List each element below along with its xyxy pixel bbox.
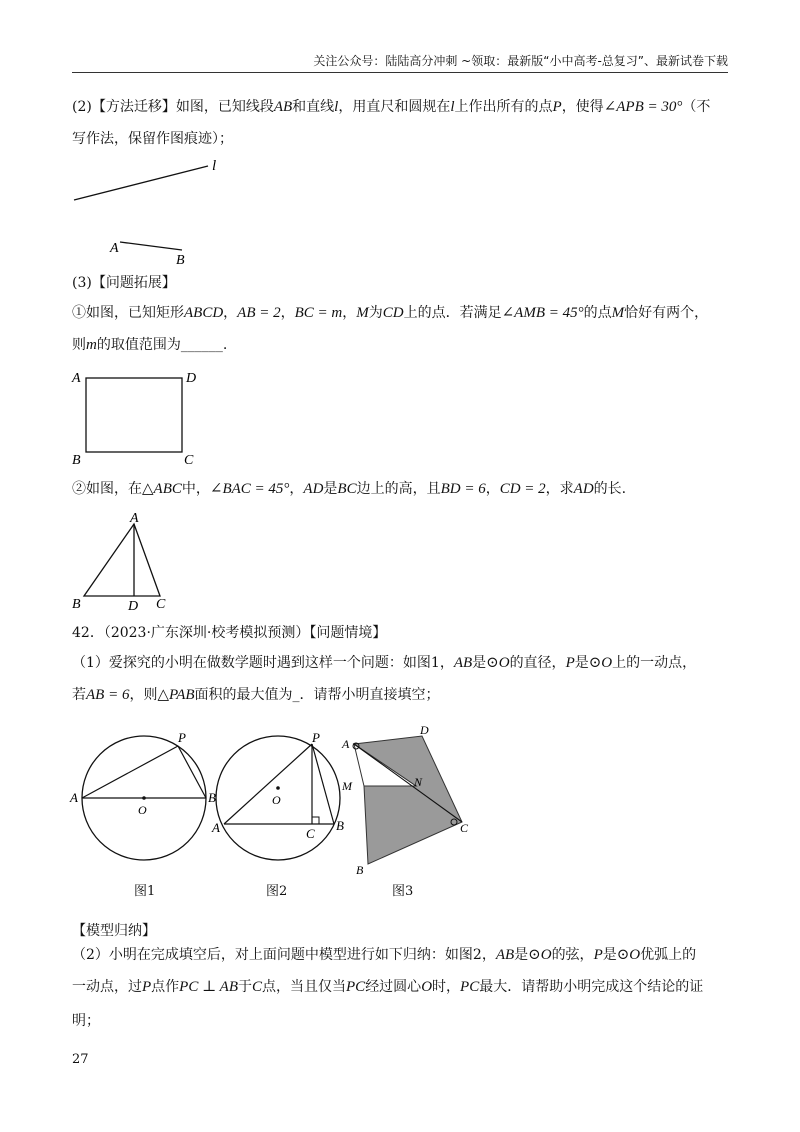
q42-text: 点作: [151, 979, 180, 995]
q42-q2-line1: [72, 944, 740, 966]
label-c: C: [460, 821, 469, 835]
math: P: [142, 979, 152, 995]
math: ∠BAC = 45°: [209, 481, 290, 497]
q2-text: 和直线: [292, 99, 335, 115]
rectangle-figure: [66, 364, 206, 468]
label-b: B: [176, 253, 185, 268]
q42-text: 的直径，: [509, 655, 566, 671]
math-p: P: [552, 99, 562, 115]
math: BD = 6: [440, 481, 486, 497]
label-b: B: [72, 597, 81, 612]
model-title-text: 【模型归纳】: [72, 923, 156, 939]
label-d: D: [186, 371, 197, 386]
q3-p2: [72, 478, 740, 500]
math: △PAB: [157, 687, 195, 703]
math: PC: [460, 979, 480, 995]
q3-text: ②如图，在: [72, 481, 142, 497]
math: M: [611, 305, 625, 321]
q3-text: 上的点．若满足: [403, 305, 502, 321]
q42-p2: [72, 684, 740, 706]
q42-head: [72, 622, 740, 644]
q42-text: 于: [238, 979, 252, 995]
q42-text: ，则: [129, 687, 158, 703]
q3-title: [72, 272, 740, 294]
q3-text: 边上的高，且: [356, 481, 441, 497]
q42-head-text: 42．（2023·广东深圳·校考模拟预测）【问题情境】: [72, 625, 387, 641]
page-number: 27: [72, 1052, 89, 1067]
q2-text: 写作法，保留作图痕迹）；: [72, 131, 233, 147]
q3-text: ，求: [545, 481, 574, 497]
q42-text: （1）爱探究的小明在做数学题时遇到这样一个问题：如图1，: [72, 655, 454, 671]
q2-line2: [72, 128, 740, 150]
q3-p1-line1: [72, 302, 740, 324]
label-b: B: [208, 790, 216, 805]
q3-text: 是: [323, 481, 338, 497]
figure-3: [336, 716, 486, 880]
q42-text: 是: [602, 947, 617, 963]
q42-text: 时，: [432, 979, 461, 995]
q42-p1: [72, 652, 740, 674]
q2-text: （不: [682, 99, 711, 115]
q42-text: 若: [72, 687, 86, 703]
q3-text: 的点: [583, 305, 612, 321]
label-d: D: [128, 599, 139, 612]
center-dot: [276, 786, 280, 790]
right-angle-mark: [312, 817, 319, 824]
math: P: [593, 947, 603, 963]
label-b: B: [336, 818, 344, 833]
figure-2: [206, 724, 356, 864]
q42-text: 最大．请帮助小明完成这个结论的证: [479, 979, 704, 995]
label-a: A: [342, 737, 350, 751]
q42-text: 是: [514, 947, 529, 963]
q2-figure: [60, 150, 260, 270]
math: △ABC: [142, 481, 182, 497]
segment-ab: [120, 242, 182, 250]
math: BC = m: [294, 305, 343, 321]
q3-text: ，: [223, 305, 238, 321]
math: AB: [453, 655, 473, 671]
q2-text: 上作出所有的点: [454, 99, 553, 115]
q42-text: 上的一动点，: [612, 655, 697, 671]
q3-text: 则: [72, 337, 86, 353]
q3-text: ，: [342, 305, 357, 321]
math: AB = 2: [237, 305, 281, 321]
math: C: [252, 979, 263, 995]
label-n: N: [414, 775, 423, 789]
segment-pa: [82, 746, 178, 798]
page-header: [72, 52, 728, 73]
label-c: C: [184, 453, 194, 468]
math: ⊙O: [528, 947, 552, 963]
q2-text: ，使得: [561, 99, 604, 115]
label-a: A: [130, 511, 139, 526]
math: P: [565, 655, 575, 671]
triangle-abc: [84, 524, 160, 596]
q42-text: 是: [574, 655, 589, 671]
q3-text: 为: [368, 305, 383, 321]
label-o: O: [138, 803, 147, 817]
label-c: C: [156, 597, 166, 612]
math: m: [86, 337, 97, 353]
label-p: P: [312, 730, 320, 745]
q42-q2-line2: [72, 976, 740, 998]
math: BC: [337, 481, 357, 497]
math: PC: [346, 979, 366, 995]
math-l: l: [334, 99, 339, 115]
math: AB = 6: [86, 687, 130, 703]
q42-text: 优弧上的: [640, 947, 697, 963]
math: ⊙O: [616, 947, 641, 963]
q2-text: (2)【方法迁移】如图，已知线段: [72, 99, 274, 115]
center-dot: [142, 796, 146, 800]
label-a: A: [72, 371, 81, 386]
q2-line1: [72, 96, 740, 118]
triangle-figure: [66, 508, 186, 612]
q3-text: 中，: [181, 481, 210, 497]
math: CD = 2: [499, 481, 546, 497]
q42-text: （2）小明在完成填空后，对上面问题中模型进行如下归纳：如图2，: [72, 947, 496, 963]
q42-text: 明；: [72, 1013, 100, 1029]
figure-1: [66, 724, 226, 864]
label-b: B: [72, 453, 81, 468]
header-text: 关注公众号：陆陆高分冲刺 ~领取：最新版“小中高考-总复习”、最新试卷下载: [313, 54, 728, 68]
label-a: A: [70, 790, 78, 805]
q42-text: 经过圆心: [365, 979, 422, 995]
model-title: [72, 920, 740, 942]
segment-pb: [178, 746, 206, 798]
label-l: l: [212, 158, 217, 174]
math-ab: AB: [273, 99, 293, 115]
q3-text: 的长.: [593, 481, 627, 497]
rectangle-abcd: [86, 378, 182, 452]
label-d: D: [420, 723, 429, 737]
q3-text: ，: [289, 481, 304, 497]
math-angle: ∠APB = 30°: [603, 99, 683, 115]
label-m: M: [342, 779, 352, 793]
q42-text: 的弦，: [551, 947, 594, 963]
q3-text: 的取值范围为______.: [96, 337, 228, 353]
math: ⊙O: [588, 655, 613, 671]
q42-text: 是: [472, 655, 487, 671]
q3-text: ①如图，已知矩形: [72, 305, 184, 321]
q3-text: ，: [485, 481, 500, 497]
label-o: O: [272, 793, 281, 807]
q42-q2-line3: [72, 1010, 740, 1032]
q3-text: ，: [280, 305, 295, 321]
q2-text: ，用直尺和圆规在: [338, 99, 451, 115]
math: O: [421, 979, 433, 995]
math: AD: [303, 481, 324, 497]
math: PC ⊥ AB: [179, 979, 238, 995]
q3-text: 恰好有两个，: [624, 305, 709, 321]
q42-text: 一动点，过: [72, 979, 142, 995]
label-b: B: [356, 863, 364, 877]
label-a: A: [212, 820, 220, 835]
q42-text: 面积的最大值为_．请帮小明直接填空；: [194, 687, 440, 703]
math: AD: [573, 481, 594, 497]
q3-p1-line2: [72, 334, 740, 356]
segment-pa: [224, 744, 312, 824]
math: AB: [495, 947, 515, 963]
label-c: C: [306, 826, 315, 841]
math: M: [356, 305, 369, 321]
math: ⊙O: [486, 655, 510, 671]
math: CD: [382, 305, 404, 321]
math: ABCD: [184, 305, 224, 321]
caption-fig2: 图2: [266, 884, 288, 899]
q42-text: 点，当且仅当: [262, 979, 347, 995]
q3-title-text: (3)【问题拓展】: [72, 275, 176, 291]
caption-fig3: 图3: [392, 884, 414, 899]
math: ∠AMB = 45°: [501, 305, 584, 321]
label-p: P: [178, 730, 186, 745]
math-l: l: [450, 99, 455, 115]
caption-fig1: 图1: [134, 884, 156, 899]
line-l: [74, 166, 208, 200]
label-a: A: [110, 241, 119, 256]
